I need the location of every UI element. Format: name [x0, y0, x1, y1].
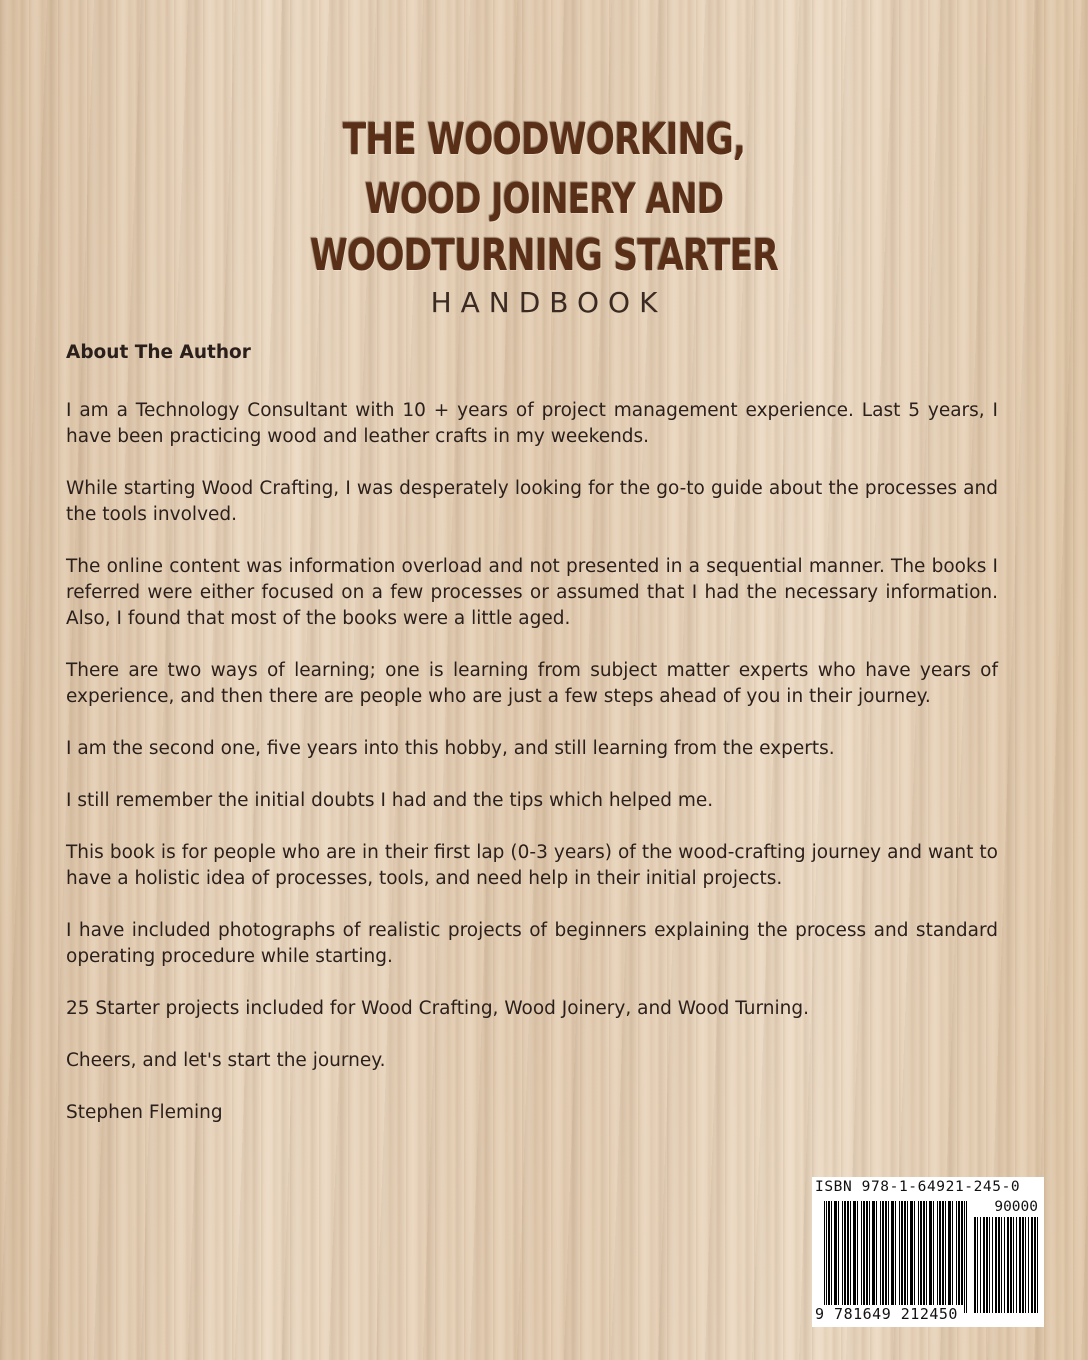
isbn-barcode [812, 1177, 1044, 1327]
about-paragraph: Cheers, and let's start the journey. [66, 1050, 386, 1071]
author-signature: Stephen Fleming [66, 1102, 223, 1123]
about-heading: About The Author [66, 342, 251, 363]
about-paragraph: This book is for people who are in their first lap (0-3 years) of the wood-crafting journey and want to have a holistic idea of processes, tools, and need help in their initial projects. [66, 842, 998, 889]
about-paragraph: I am a Technology Consultant with 10 + years of project management experience. Last 5 years, I have been practicing wood and leather crafts in my weekends. [66, 400, 998, 447]
about-paragraph: I am the second one, five years into this hobby, and still learning from the experts. [66, 738, 835, 759]
about-paragraph: I have included photographs of realistic projects of beginners explaining the process and standard operating procedure while starting. [66, 920, 998, 967]
about-paragraph: 25 Starter projects included for Wood Crafting, Wood Joinery, and Wood Turning. [66, 998, 809, 1019]
title-subtitle: HANDBOOK [430, 286, 667, 319]
title-line-2: WOOD JOINERY AND [364, 174, 724, 223]
about-paragraph: There are two ways of learning; one is learning from subject matter experts who have years of experience, and then there are people who are just a few steps ahead of you in their journey. [66, 660, 998, 707]
about-paragraph: While starting Wood Crafting, I was desperately looking for the go-to guide about the processes and the tools involved. [66, 478, 998, 525]
about-author-section [66, 340, 998, 1152]
ean-number: 9 781649 212450 [815, 1305, 958, 1323]
title-line-3: WOODTURNING STARTER [309, 230, 779, 281]
about-paragraph: I still remember the initial doubts I had and the tips which helped me. [66, 790, 714, 811]
price-code: 90000 [994, 1199, 1038, 1215]
title-line-1: THE WOODWORKING, [342, 114, 746, 165]
book-title [0, 112, 1088, 319]
barcode-bars [828, 1201, 964, 1305]
isbn-number: ISBN 978-1-64921-245-0 [815, 1179, 1021, 1195]
barcode-addon-bars [974, 1217, 1038, 1313]
barcode-guard-right [964, 1201, 968, 1313]
about-paragraph: The online content was information overload and not presented in a sequential manner. The books I referred were either focused on a few processes or assumed that I had the necessary information. Also, I found that most of the books were a little aged. [66, 556, 998, 629]
